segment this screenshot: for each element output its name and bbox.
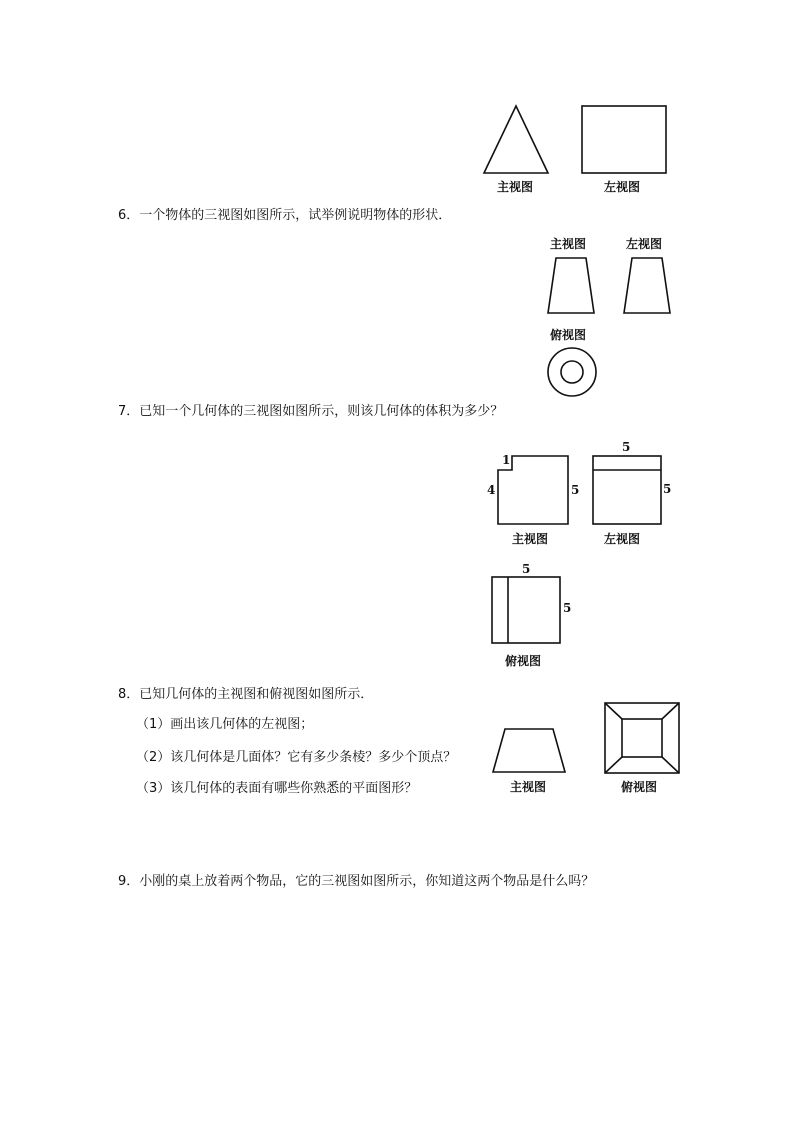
q9-question-text: 9．小刚的桌上放着两个物品，它的三视图如图所示，你知道这两个物品是什么吗？: [118, 874, 595, 889]
q6-top-view-label: 俯视图: [550, 328, 587, 342]
q8-subquestion-3: （3）该几何体的表面有哪些你熟悉的平面图形？: [136, 781, 418, 796]
q7-top-top-dim: 5: [522, 562, 531, 576]
q7-front-view-label: 主视图: [512, 532, 549, 546]
q7-front-left-dim: 4: [487, 483, 496, 497]
q5-left-view-rectangle: [580, 104, 670, 176]
q5-front-view-label: 主视图: [497, 180, 534, 194]
q8-front-view-trapezoid: [491, 727, 569, 775]
q7-question-text: 7．已知一个几何体的三视图如图所示，则该几何体的体积为多少？: [118, 404, 504, 419]
q5-left-view-label: 左视图: [604, 180, 641, 194]
q7-left-right-dim: 5: [663, 482, 672, 496]
q7-top-right-dim: 5: [563, 601, 572, 615]
q6-question-text: 6．一个物体的三视图如图所示，试举例说明物体的形状．: [118, 208, 452, 223]
q8-question-text: 8．已知几何体的主视图和俯视图如图所示．: [118, 687, 374, 702]
q7-left-top-dim: 5: [622, 440, 631, 454]
q6-front-view-label: 主视图: [550, 237, 587, 251]
q7-left-view-label: 左视图: [604, 532, 641, 546]
q8-top-view-frustum: [603, 701, 681, 775]
q8-top-view-label: 俯视图: [621, 780, 658, 794]
q8-front-view-label: 主视图: [510, 780, 547, 794]
q8-subquestion-1: （1）画出该几何体的左视图；: [136, 717, 314, 732]
q7-left-view-shape: [591, 454, 663, 526]
q6-front-view-trapezoid: [546, 256, 600, 316]
q7-top-view-label: 俯视图: [505, 654, 542, 668]
q7-top-view-shape: [490, 575, 562, 645]
q7-front-right-dim: 5: [571, 483, 580, 497]
q7-front-notch-dim: 1: [502, 453, 511, 467]
q8-subquestion-2: （2）该几何体是几面体？它有多少条棱？多少个顶点？: [136, 750, 457, 765]
q6-top-view-rings: [545, 345, 599, 399]
q6-left-view-label: 左视图: [626, 237, 663, 251]
q6-left-view-trapezoid: [622, 256, 676, 316]
q5-front-view-triangle: [482, 104, 552, 176]
